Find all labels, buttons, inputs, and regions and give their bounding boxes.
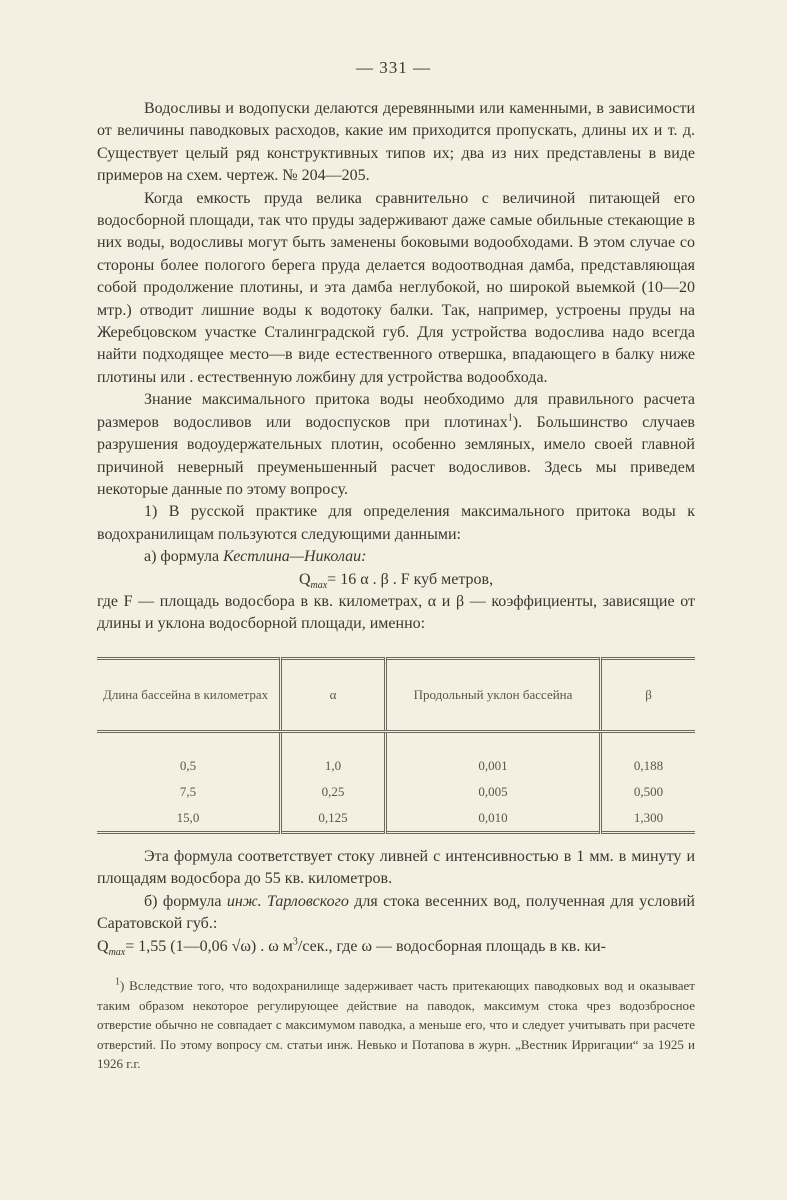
table-cell: 0,5 (97, 732, 281, 780)
footnote (97, 976, 695, 1074)
formula-2-exp: 3 (292, 936, 298, 948)
formula-1-sub: max (310, 579, 328, 591)
table-row (97, 805, 695, 833)
paragraph-3-after: ). Большинство случаев разрушения водоудержательных плотин, особенно земляных, имело своей главной причиной неверный преуменьшенный расчет водосливов. Здесь мы приведем некоторые данные по этому вопросу. (97, 413, 695, 498)
table-cell: 0,500 (601, 779, 696, 805)
footnote-text (97, 976, 695, 1074)
formula-2-part2: /сек., где ω — водосборная площадь в кв. ки- (297, 937, 606, 955)
footnote-ref: 1 (507, 412, 513, 424)
paragraph-2: Когда емкость пруда велика сравнительно с величиной питающей его водосборной площади, так что пруды задерживают даже самые обильные стекающие в них воды, водосливы могут быть заменены боковыми водообходами. В этом случае со стороны более пологого берега пруда делается водоотводная дамба, представляющая собой продолжение плотины, и эта дамба неглубокой, но широкой выемкой (10—20 мтр.) отводит лишние воды к водотоку балки. Так, например, устроены пруды на Жеребцовском участке Сталинградской губ. Для устройства водослива надо всегда найти подходящее место—в виде естественного отвершка, впадающего в балку ниже плотины или . естественную ложбину для устройства водообхода. (97, 189, 695, 386)
formula-b-name: инж. Тарловского (226, 892, 349, 910)
paragraph-1: Водосливы и водопуски делаются деревянными или каменными, в зависимости от величины паводковых расходов, какие им приходится пропускать, длины их и т. д. Существует целый ряд конструктивных типов их; два из них представлены в виде примеров на схем. чертеж. № 204—205. (97, 100, 695, 185)
formula-2-part1: = 1,55 (1—0,06 √ω) . ω м (125, 937, 293, 955)
formula-1-rest: = 16 α . β . F куб метров, (327, 570, 494, 588)
table-cell: 0,010 (386, 805, 601, 833)
table-cell: 0,125 (281, 805, 386, 833)
paragraph-3 (97, 389, 695, 501)
formula-2-q: Q (97, 937, 109, 955)
formula-b-label: б) формула (144, 892, 222, 910)
body-text-bottom (97, 846, 695, 958)
header-alpha: α (281, 659, 386, 732)
formula-b-rest: для стока весенних вод, полученная для условий Саратовской губ.: (97, 892, 695, 933)
page-number: — 331 — (356, 58, 431, 77)
table-cell: 0,005 (386, 779, 601, 805)
paragraph-6: где F — площадь водосбора в кв. километрах, α и β — коэффициенты, зависящие от длины и уклона водосборной площади, именно: (97, 592, 695, 633)
paragraph-3-before: Знание максимального притока воды необходимо для правильного расчета размеров водосливов или водоспусков при плотинах (97, 391, 695, 431)
formula-a-label: а) формула (144, 548, 220, 566)
formula-2 (97, 936, 695, 958)
body-text-top (97, 98, 695, 636)
coefficient-table (97, 657, 695, 834)
table-cell: 0,188 (601, 732, 696, 780)
formula-1 (97, 569, 695, 591)
formula-2-sub: max (108, 946, 126, 958)
table-cell: 1,300 (601, 805, 696, 833)
paragraph-4: 1) В русской практике для определения максимального притока воды к водохранилищам пользуются следующими данными: (97, 503, 695, 543)
header-basin-length: Длина бассейна в километрах (97, 659, 281, 732)
table-row (97, 732, 695, 780)
footnote-body: ) Вследствие того, что водохранилище задерживает часть притекающих паводковых вод и оказывает таким образом некоторое регулирующее действие на паводок, максимум стока чрез водозбросное отверстие обычно не совпадает с максимумом паводка, а меньше его, что и следует учитывать при расчете отверстий. По этому вопросу см. статьи инж. Невько и Потапова в журн. „Вестник Ирригации“ за 1925 и 1926 г.г. (97, 978, 695, 1071)
table-row (97, 779, 695, 805)
table-cell: 0,25 (281, 779, 386, 805)
paragraph-5 (97, 546, 695, 568)
formula-a-name: Кестлина—Николаи: (223, 548, 367, 566)
table-cell: 7,5 (97, 779, 281, 805)
table-cell: 0,001 (386, 732, 601, 780)
footnote-mark: 1 (115, 976, 120, 988)
table-cell: 15,0 (97, 805, 281, 833)
paragraph-8 (97, 891, 695, 936)
paragraph-7: Эта формула соответствует стоку ливней с интенсивностью в 1 мм. в минуту и площадям водосбора до 55 кв. километров. (97, 848, 695, 888)
table-cell: 1,0 (281, 732, 386, 780)
table-header-row (97, 659, 695, 732)
formula-1-q: Q (298, 570, 311, 588)
header-beta: β (601, 659, 696, 732)
header-slope: Продольный уклон бассейна (386, 659, 601, 732)
